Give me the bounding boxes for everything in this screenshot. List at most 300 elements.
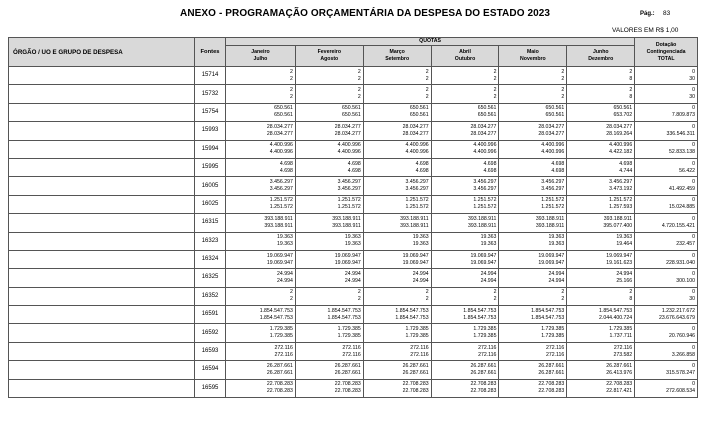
value-bottom: 395.077.400 <box>603 222 633 229</box>
value-top: 3.456.297 <box>337 179 361 186</box>
table-row <box>9 269 698 287</box>
dotacao-cell <box>635 195 698 213</box>
quota-cell <box>499 140 567 158</box>
value-bottom: 2 <box>561 75 565 82</box>
value-bottom: 2 <box>357 94 361 101</box>
value-top: 0 <box>692 142 695 149</box>
value-bottom: 272.116 <box>274 351 293 358</box>
quota-cell <box>225 67 295 85</box>
value-top: 22.708.283 <box>606 381 633 388</box>
value-top: 393.188.911 <box>467 215 497 222</box>
header-month-2 <box>363 46 431 67</box>
quota-cell <box>499 103 567 121</box>
org-cell <box>9 103 195 121</box>
value-top: 1.854.547.753 <box>599 307 633 314</box>
value-top: 0 <box>692 87 695 94</box>
quota-cell <box>431 140 499 158</box>
header-month-0 <box>225 46 295 67</box>
value-top: 28.034.277 <box>334 123 361 130</box>
value-bottom: 1.251.572 <box>337 204 361 211</box>
quota-cell <box>295 361 363 379</box>
value-bottom: 30 <box>689 94 695 101</box>
value-top: 28.034.277 <box>402 123 429 130</box>
quota-cell <box>567 195 635 213</box>
value-top: 393.188.911 <box>332 215 361 222</box>
fonte-cell: 16591 <box>195 306 226 324</box>
header-dotacao <box>635 38 698 67</box>
value-bottom: 24.994 <box>344 277 361 284</box>
value-bottom: 4.400.996 <box>405 149 429 156</box>
dotacao-cell <box>635 342 698 360</box>
fonte-cell: 16594 <box>195 361 226 379</box>
org-cell <box>9 85 195 103</box>
quota-cell <box>499 342 567 360</box>
value-top: 4.698 <box>619 160 633 167</box>
value-top: 24.994 <box>616 270 633 277</box>
value-top: 19.069.947 <box>334 252 361 259</box>
value-bottom: 2 <box>357 296 361 303</box>
header-month-second: Setembro <box>385 56 410 62</box>
value-top: 1.854.547.753 <box>531 307 565 314</box>
value-bottom: 1.854.547.753 <box>259 314 293 321</box>
value-top: 272.116 <box>478 344 497 351</box>
value-bottom: 19.363 <box>344 241 361 248</box>
quota-cell <box>295 103 363 121</box>
value-top: 26.287.661 <box>470 362 497 369</box>
quota-cell <box>363 195 431 213</box>
quota-cell <box>499 306 567 324</box>
value-bottom: 4.698 <box>551 167 565 174</box>
value-top: 1.854.547.753 <box>327 307 361 314</box>
value-top: 2 <box>561 68 565 75</box>
value-top: 26.287.661 <box>402 362 429 369</box>
value-top: 0 <box>692 326 695 333</box>
value-top: 2 <box>289 87 293 94</box>
value-bottom: 1.729.385 <box>541 333 565 340</box>
value-bottom: 1.737.711 <box>609 333 633 340</box>
fonte-cell: 16352 <box>195 287 226 305</box>
fonte-cell: 16025 <box>195 195 226 213</box>
header-quotas: QUOTAS <box>225 38 634 46</box>
quota-cell <box>363 361 431 379</box>
value-bottom: 19.363 <box>548 241 565 248</box>
header-month-1 <box>295 46 363 67</box>
quota-cell <box>225 269 295 287</box>
value-bottom: 315.578.247 <box>666 369 695 376</box>
org-cell <box>9 342 195 360</box>
quota-cell <box>431 103 499 121</box>
value-bottom: 2 <box>357 75 361 82</box>
value-top: 0 <box>692 105 695 112</box>
quota-cell <box>363 342 431 360</box>
quota-cell <box>363 306 431 324</box>
value-bottom: 25.166 <box>616 277 633 284</box>
value-top: 1.232.217.672 <box>661 307 695 314</box>
value-top: 1.729.385 <box>337 326 361 333</box>
quota-cell <box>295 324 363 342</box>
quota-cell <box>567 250 635 268</box>
header-month-second: Novembro <box>520 56 546 62</box>
dotacao-cell <box>635 67 698 85</box>
value-bottom: 26.287.661 <box>402 369 429 376</box>
value-top: 0 <box>692 381 695 388</box>
value-top: 3.456.297 <box>269 179 293 186</box>
value-top: 0 <box>692 197 695 204</box>
header-month-second: Dezembro <box>588 56 614 62</box>
dotacao-cell <box>635 306 698 324</box>
quota-cell <box>295 379 363 397</box>
fonte-cell: 15714 <box>195 67 226 85</box>
quota-cell <box>225 122 295 140</box>
value-top: 4.698 <box>279 160 293 167</box>
value-bottom: 26.287.661 <box>470 369 497 376</box>
value-bottom: 1.251.572 <box>405 204 429 211</box>
quota-cell <box>499 269 567 287</box>
value-top: 0 <box>692 160 695 167</box>
value-top: 2 <box>629 87 633 94</box>
table-row <box>9 324 698 342</box>
value-top: 272.116 <box>613 344 633 351</box>
value-bottom: 4.400.996 <box>541 149 565 156</box>
value-bottom: 28.034.277 <box>266 130 293 137</box>
value-bottom: 650.561 <box>409 112 429 119</box>
value-top: 4.400.996 <box>609 142 633 149</box>
value-top: 3.456.297 <box>541 179 565 186</box>
value-top: 2 <box>493 87 497 94</box>
value-bottom: 4.720.155.421 <box>661 222 695 229</box>
header-fontes: Fontes <box>195 38 226 67</box>
value-bottom: 1.251.572 <box>473 204 497 211</box>
value-top: 2 <box>425 68 429 75</box>
value-top: 4.400.996 <box>473 142 497 149</box>
quota-cell <box>225 287 295 305</box>
value-bottom: 22.708.283 <box>538 388 565 395</box>
value-top: 4.698 <box>551 160 565 167</box>
value-top: 1.251.572 <box>337 197 361 204</box>
value-top: 4.400.996 <box>269 142 293 149</box>
value-top: 0 <box>692 215 695 222</box>
header-org: ÓRGÃO / UO E GRUPO DE DESPESA <box>9 38 195 67</box>
table-row <box>9 306 698 324</box>
dotacao-cell <box>635 269 698 287</box>
value-bottom: 22.708.283 <box>334 388 361 395</box>
value-top: 1.729.385 <box>609 326 633 333</box>
value-top: 1.729.385 <box>405 326 429 333</box>
dotacao-cell <box>635 250 698 268</box>
value-bottom: 3.456.297 <box>473 186 497 193</box>
value-bottom: 4.400.996 <box>473 149 497 156</box>
value-top: 1.854.547.753 <box>395 307 429 314</box>
value-bottom: 3.456.297 <box>269 186 293 193</box>
header-month-second: Outubro <box>454 56 476 62</box>
quota-cell <box>567 306 635 324</box>
quota-cell <box>431 287 499 305</box>
fonte-cell: 16315 <box>195 214 226 232</box>
value-bottom: 4.698 <box>347 167 361 174</box>
value-bottom: 28.034.277 <box>334 130 361 137</box>
value-top: 1.854.547.753 <box>463 307 497 314</box>
value-top: 393.188.911 <box>603 215 633 222</box>
table-row <box>9 158 698 176</box>
table-row <box>9 195 698 213</box>
value-bottom: 2 <box>289 94 293 101</box>
value-bottom: 272.116 <box>478 351 497 358</box>
quota-cell <box>363 140 431 158</box>
quota-cell <box>225 85 295 103</box>
quota-cell <box>363 177 431 195</box>
value-top: 0 <box>692 234 695 241</box>
value-top: 1.251.572 <box>269 197 293 204</box>
quota-cell <box>567 287 635 305</box>
org-cell <box>9 361 195 379</box>
value-top: 2 <box>425 289 429 296</box>
value-top: 3.456.297 <box>405 179 429 186</box>
value-top: 2 <box>629 289 633 296</box>
value-bottom: 7.809.873 <box>671 112 695 119</box>
quota-cell <box>225 232 295 250</box>
quota-cell <box>295 122 363 140</box>
value-top: 0 <box>692 289 695 296</box>
value-bottom: 2 <box>425 75 429 82</box>
quota-cell <box>431 177 499 195</box>
value-top: 19.363 <box>277 234 293 241</box>
value-bottom: 24.994 <box>548 277 565 284</box>
quota-cell <box>225 342 295 360</box>
value-bottom: 393.188.911 <box>400 222 429 229</box>
org-cell <box>9 269 195 287</box>
value-bottom: 4.698 <box>279 167 293 174</box>
value-bottom: 650.561 <box>274 112 293 119</box>
fonte-cell: 15995 <box>195 158 226 176</box>
value-bottom: 26.413.976 <box>606 369 633 376</box>
value-bottom: 19.363 <box>412 241 429 248</box>
value-bottom: 28.034.277 <box>402 130 429 137</box>
org-cell <box>9 287 195 305</box>
quota-cell <box>363 250 431 268</box>
quota-cell <box>567 158 635 176</box>
quota-cell <box>363 232 431 250</box>
value-top: 4.698 <box>347 160 361 167</box>
quota-cell <box>499 287 567 305</box>
quota-cell <box>499 122 567 140</box>
dotacao-cell <box>635 287 698 305</box>
value-top: 272.116 <box>342 344 361 351</box>
quota-cell <box>431 342 499 360</box>
header-dotacao-l3: TOTAL <box>657 55 675 62</box>
value-bottom: 3.473.192 <box>609 186 633 193</box>
quota-cell <box>499 379 567 397</box>
value-top: 0 <box>692 362 695 369</box>
table-row <box>9 250 698 268</box>
value-top: 24.994 <box>412 270 429 277</box>
fonte-cell: 16592 <box>195 324 226 342</box>
fonte-cell: 16595 <box>195 379 226 397</box>
value-bottom: 19.363 <box>480 241 497 248</box>
value-bottom: 41.492.459 <box>669 186 695 193</box>
quota-cell <box>431 214 499 232</box>
quota-cell <box>295 342 363 360</box>
value-bottom: 26.287.661 <box>538 369 565 376</box>
value-top: 2 <box>425 87 429 94</box>
dotacao-cell <box>635 177 698 195</box>
org-cell <box>9 250 195 268</box>
quota-cell <box>363 67 431 85</box>
quota-cell <box>431 232 499 250</box>
quota-cell <box>499 361 567 379</box>
header-dotacao-l1: Dotação <box>655 41 677 48</box>
quota-cell <box>499 250 567 268</box>
value-top: 26.287.661 <box>334 362 361 369</box>
value-top: 26.287.661 <box>606 362 633 369</box>
value-bottom: 19.069.947 <box>266 259 293 266</box>
value-top: 2 <box>493 68 497 75</box>
quota-cell <box>295 85 363 103</box>
value-top: 272.116 <box>545 344 565 351</box>
table-row <box>9 85 698 103</box>
quota-cell <box>567 177 635 195</box>
value-top: 19.069.947 <box>606 252 633 259</box>
table-row <box>9 140 698 158</box>
header-month-4 <box>499 46 567 67</box>
value-bottom: 272.608.534 <box>666 388 695 395</box>
value-bottom: 393.188.911 <box>535 222 565 229</box>
page-number: 83 <box>663 10 671 17</box>
value-bottom: 19.464 <box>616 241 633 248</box>
value-bottom: 1.251.572 <box>541 204 565 211</box>
value-bottom: 24.994 <box>277 277 293 284</box>
quota-cell <box>431 195 499 213</box>
value-bottom: 19.069.947 <box>538 259 565 266</box>
value-top: 650.561 <box>274 105 293 112</box>
fonte-cell: 15993 <box>195 122 226 140</box>
org-cell <box>9 158 195 176</box>
value-top: 19.363 <box>344 234 361 241</box>
value-bottom: 8 <box>629 75 633 82</box>
value-bottom: 2 <box>425 94 429 101</box>
value-bottom: 2 <box>493 75 497 82</box>
value-bottom: 3.456.297 <box>405 186 429 193</box>
dotacao-cell <box>635 379 698 397</box>
value-top: 272.116 <box>274 344 293 351</box>
fonte-cell: 16005 <box>195 177 226 195</box>
quota-cell <box>295 269 363 287</box>
value-bottom: 2 <box>561 296 565 303</box>
org-cell <box>9 195 195 213</box>
value-bottom: 4.422.182 <box>609 149 633 156</box>
value-bottom: 4.744 <box>619 167 633 174</box>
quota-cell <box>295 67 363 85</box>
quota-cell <box>567 324 635 342</box>
quota-cell <box>363 287 431 305</box>
value-top: 0 <box>692 123 695 130</box>
value-top: 28.034.277 <box>538 123 565 130</box>
value-top: 393.188.911 <box>535 215 565 222</box>
quota-cell <box>567 103 635 121</box>
value-top: 1.251.572 <box>541 197 565 204</box>
quota-cell <box>225 214 295 232</box>
value-bottom: 28.169.264 <box>606 130 633 137</box>
value-top: 0 <box>692 270 695 277</box>
value-top: 1.251.572 <box>405 197 429 204</box>
value-top: 19.069.947 <box>266 252 293 259</box>
value-top: 650.561 <box>613 105 633 112</box>
value-bottom: 1.251.572 <box>269 204 293 211</box>
quota-cell <box>567 361 635 379</box>
value-bottom: 272.116 <box>410 351 429 358</box>
value-top: 3.456.297 <box>609 179 633 186</box>
budget-table <box>8 37 698 398</box>
value-top: 1.251.572 <box>609 197 633 204</box>
quota-cell <box>363 122 431 140</box>
quota-cell <box>567 122 635 140</box>
value-bottom: 2 <box>289 75 293 82</box>
value-top: 22.708.283 <box>334 381 361 388</box>
quota-cell <box>499 324 567 342</box>
value-bottom: 650.561 <box>477 112 497 119</box>
quota-cell <box>363 379 431 397</box>
org-cell <box>9 177 195 195</box>
value-bottom: 3.456.297 <box>541 186 565 193</box>
header-month-first: Fevereiro <box>317 49 341 55</box>
dotacao-cell <box>635 103 698 121</box>
value-top: 19.363 <box>548 234 565 241</box>
quota-cell <box>295 195 363 213</box>
value-top: 3.456.297 <box>473 179 497 186</box>
org-cell <box>9 379 195 397</box>
value-top: 2 <box>561 87 565 94</box>
value-bottom: 22.817.421 <box>606 388 633 395</box>
quota-cell <box>567 379 635 397</box>
header-month-first: Junho <box>592 49 609 55</box>
quota-cell <box>567 342 635 360</box>
quota-cell <box>567 232 635 250</box>
value-top: 28.034.277 <box>470 123 497 130</box>
header-month-5 <box>567 46 635 67</box>
value-bottom: 8 <box>629 94 633 101</box>
value-top: 4.698 <box>415 160 429 167</box>
table-row <box>9 67 698 85</box>
value-bottom: 4.698 <box>483 167 497 174</box>
value-bottom: 22.708.283 <box>266 388 293 395</box>
value-top: 0 <box>692 252 695 259</box>
value-bottom: 1.729.385 <box>269 333 293 340</box>
quota-cell <box>567 214 635 232</box>
value-top: 4.400.996 <box>541 142 565 149</box>
value-top: 4.400.996 <box>337 142 361 149</box>
value-bottom: 1.854.547.753 <box>531 314 565 321</box>
quota-cell <box>363 158 431 176</box>
table-row <box>9 214 698 232</box>
quota-cell <box>363 103 431 121</box>
value-bottom: 22.708.283 <box>402 388 429 395</box>
value-top: 393.188.911 <box>264 215 293 222</box>
value-bottom: 650.561 <box>341 112 361 119</box>
value-bottom: 24.994 <box>480 277 497 284</box>
value-bottom: 30 <box>689 296 695 303</box>
table-row <box>9 342 698 360</box>
dotacao-cell <box>635 232 698 250</box>
fonte-cell: 16324 <box>195 250 226 268</box>
value-bottom: 4.698 <box>415 167 429 174</box>
quota-cell <box>295 287 363 305</box>
value-top: 26.287.661 <box>266 362 293 369</box>
quota-cell <box>363 85 431 103</box>
value-bottom: 300.100 <box>676 277 695 284</box>
value-top: 19.069.947 <box>538 252 565 259</box>
value-top: 393.188.911 <box>400 215 429 222</box>
value-top: 2 <box>289 289 293 296</box>
table-row <box>9 122 698 140</box>
